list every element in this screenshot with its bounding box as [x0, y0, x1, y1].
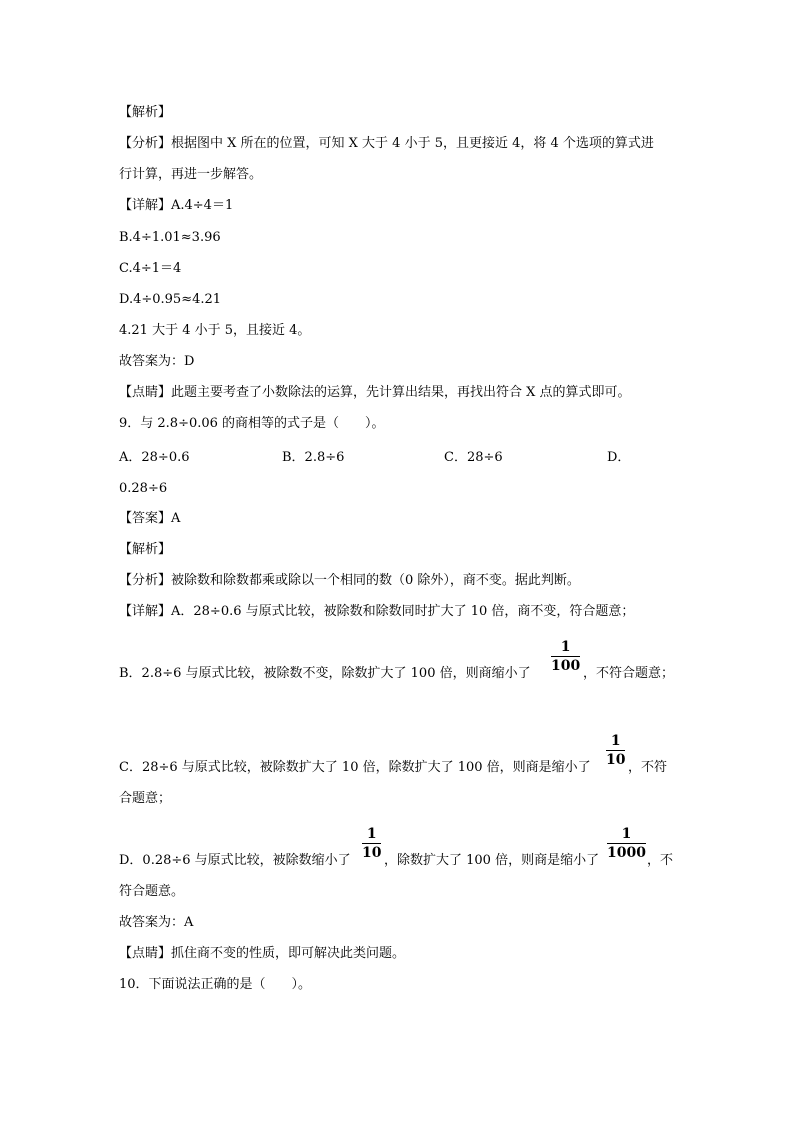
analysis-text: 【分析】根据图中 X 所在的位置，可知 X 大于 4 小于 5，且更接近 4，将 4 个选项的算式进 [119, 136, 654, 151]
answer-line-2: 故答案为：A [119, 915, 194, 930]
detail-option-d: D．0.28÷6 与原式比较，被除数缩小了 [119, 853, 351, 868]
comment-line-2: 【点睛】抓住商不变的性质，即可解决此类问题。 [119, 946, 406, 961]
analysis-text-2: 【分析】被除数和除数都乘或除以一个相同的数（0 除外），商不变。据此判断。 [119, 573, 580, 588]
analysis-text-cont: 行计算，再进一步解答。 [119, 167, 263, 182]
detail-option-c-tail: ，不符 [628, 760, 668, 775]
question-10: 10．下面说法正确的是（ ）。 [119, 977, 312, 992]
analysis-heading: 【解析】 [119, 105, 172, 120]
fraction-1-1000: $\frac{1}{1000}$ [607, 826, 646, 861]
detail-option-c: C．28÷6 与原式比较，被除数扩大了 10 倍，除数扩大了 100 倍，则商是缩小了 [119, 760, 591, 775]
option-d: D． [607, 450, 631, 465]
detail-conclusion: 4.21 大于 4 小于 5，且接近 4。 [119, 323, 311, 338]
option-d-value: 0.28÷6 [119, 481, 168, 496]
option-b: B．2.8÷6 [282, 450, 345, 465]
detail-c: C.4÷1＝4 [119, 261, 182, 276]
fraction-1-10-c: $\frac{1}{10}$ [606, 733, 626, 768]
comment-line: 【点睛】此题主要考查了小数除法的运算，先计算出结果，再找出符合 X 点的算式即可。 [119, 385, 631, 400]
detail-a: 【详解】A.4÷4＝1 [119, 198, 234, 213]
detail-option-d-cont: 符合题意。 [119, 884, 185, 899]
fraction-1-10-d: $\frac{1}{10}$ [362, 826, 382, 861]
detail-option-d-mid: ，除数扩大了 100 倍，则商是缩小了 [384, 853, 600, 868]
answer-line: 故答案为：D [119, 354, 195, 369]
question-9: 9．与 2.8÷0.06 的商相等的式子是（ ）。 [119, 416, 385, 431]
fraction-1-100: $\frac{1}{100}$ [551, 639, 581, 674]
answer-heading: 【答案】A [119, 511, 181, 526]
detail-option-c-cont: 合题意； [119, 791, 172, 806]
analysis-heading-2: 【解析】 [119, 542, 172, 557]
option-c: C．28÷6 [444, 450, 503, 465]
detail-option-b: B．2.8÷6 与原式比较，被除数不变，除数扩大了 100 倍，则商缩小了 [119, 666, 531, 681]
detail-option-a: 【详解】A．28÷0.6 与原式比较，被除数和除数同时扩大了 10 倍，商不变，符合题意； [119, 604, 635, 619]
detail-b: B.4÷1.01≈3.96 [119, 230, 221, 245]
option-a: A．28÷0.6 [119, 450, 190, 465]
detail-d: D.4÷0.95≈4.21 [119, 292, 222, 307]
detail-option-d-tail: ，不 [647, 853, 674, 868]
detail-option-b-tail: ，不符合题意； [583, 666, 675, 681]
